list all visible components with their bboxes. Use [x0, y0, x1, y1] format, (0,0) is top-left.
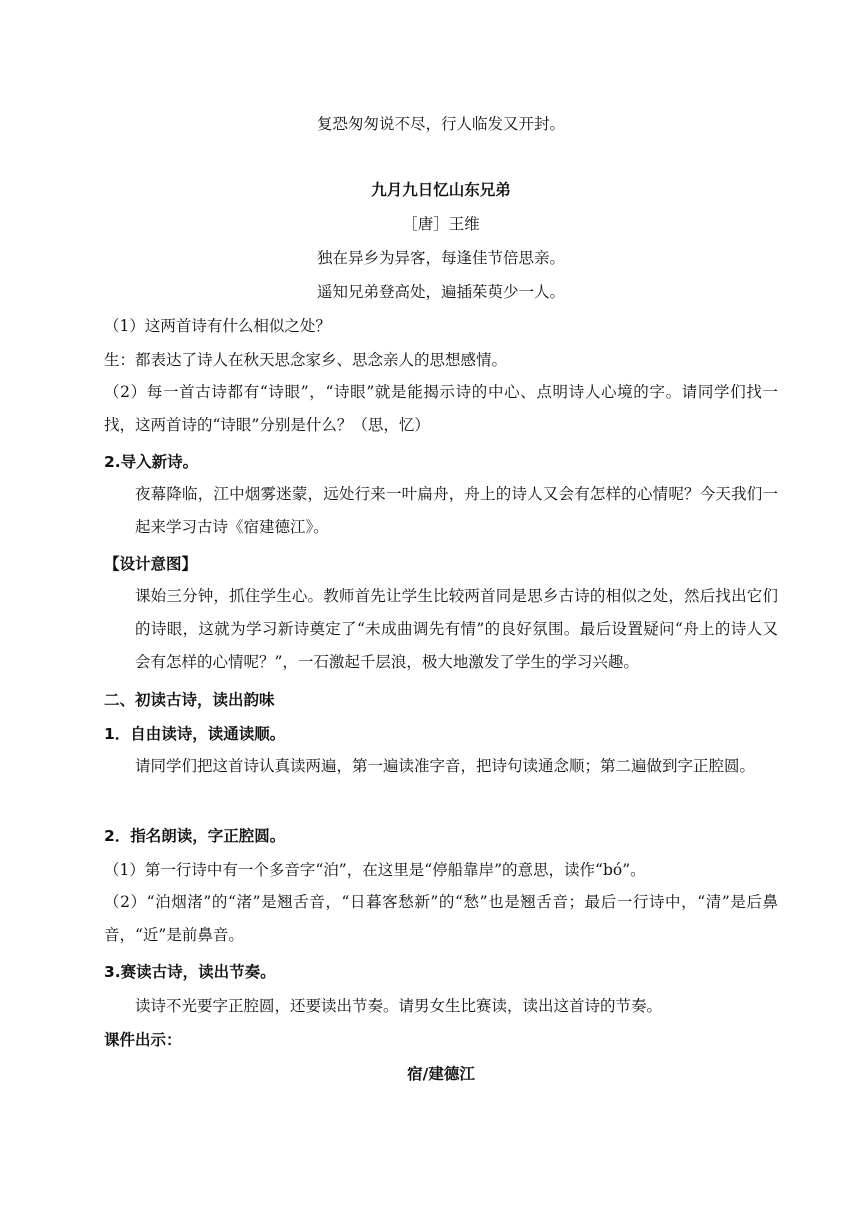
import-paragraph: 夜幕降临，江中烟雾迷蒙，远处行来一叶扁舟，舟上的诗人又会有怎样的心情呢？今天我们一起来学习古诗《宿建德江》。 — [135, 485, 778, 536]
poem2-title: 九月九日忆山东兄弟 — [371, 181, 511, 199]
step2-item-1: （1）第一行诗中有一个多音字“泊”，在这里是“停船靠岸”的意思，读作“bó”。 — [104, 861, 646, 879]
poem2-author: ［唐］王维 — [402, 215, 480, 233]
design-intent-paragraph: 课始三分钟，抓住学生心。教师首先让学生比较两首同是思乡古诗的相似之处，然后找出它们的诗眼，这就为学习新诗奠定了“未成曲调先有情”的良好氛围。最后设置疑问“舟上的诗人又会有怎样的心情呢？”，一石激起千层浪，极大地激发了学生的学习兴趣。 — [135, 587, 778, 671]
import-heading: 2.导入新诗。 — [104, 453, 199, 471]
design-intent-heading: 【设计意图】 — [104, 555, 198, 573]
step3-heading: 3.赛读古诗，读出节奏。 — [104, 963, 276, 981]
part2-heading: 二、初读古诗，读出韵味 — [104, 691, 275, 709]
poem1-last-line: 复恐匆匆说不尽，行人临发又开封。 — [316, 115, 565, 133]
courseware-label: 课件出示： — [104, 1031, 182, 1049]
step1-heading: 1．自由读诗，读通读顺。 — [104, 725, 286, 743]
poem2-line-2: 遥知兄弟登高处，遍插茱萸少一人。 — [316, 283, 565, 301]
answer-1: 生：都表达了诗人在秋天思念家乡、思念亲人的思想感情。 — [104, 351, 508, 369]
poem2-line-1: 独在异乡为异客，每逢佳节倍思亲。 — [316, 249, 565, 267]
question-1: （1）这两首诗有什么相似之处？ — [104, 317, 331, 335]
step2-heading: 2．指名朗读，字正腔圆。 — [104, 827, 286, 845]
courseware-poem-title: 宿/建德江 — [407, 1065, 475, 1083]
step1-text: 请同学们把这首诗认真读两遍，第一遍读准字音，把诗句读通念顺；第二遍做到字正腔圆。 — [135, 757, 756, 775]
step2-item-2: （2）“泊烟渚”的“渚”是翘舌音，“日暮客愁新”的“愁”也是翘舌音；最后一行诗中，“清”是后鼻音，“近”是前鼻音。 — [104, 893, 778, 944]
step3-text: 读诗不光要字正腔圆，还要读出节奏。请男女生比赛读，读出这首诗的节奏。 — [135, 997, 663, 1015]
question-2: （2）每一首古诗都有“诗眼”，“诗眼”就是能揭示诗的中心、点明诗人心境的字。请同学们找一找，这两首诗的“诗眼”分别是什么？（思，忆） — [104, 383, 778, 434]
